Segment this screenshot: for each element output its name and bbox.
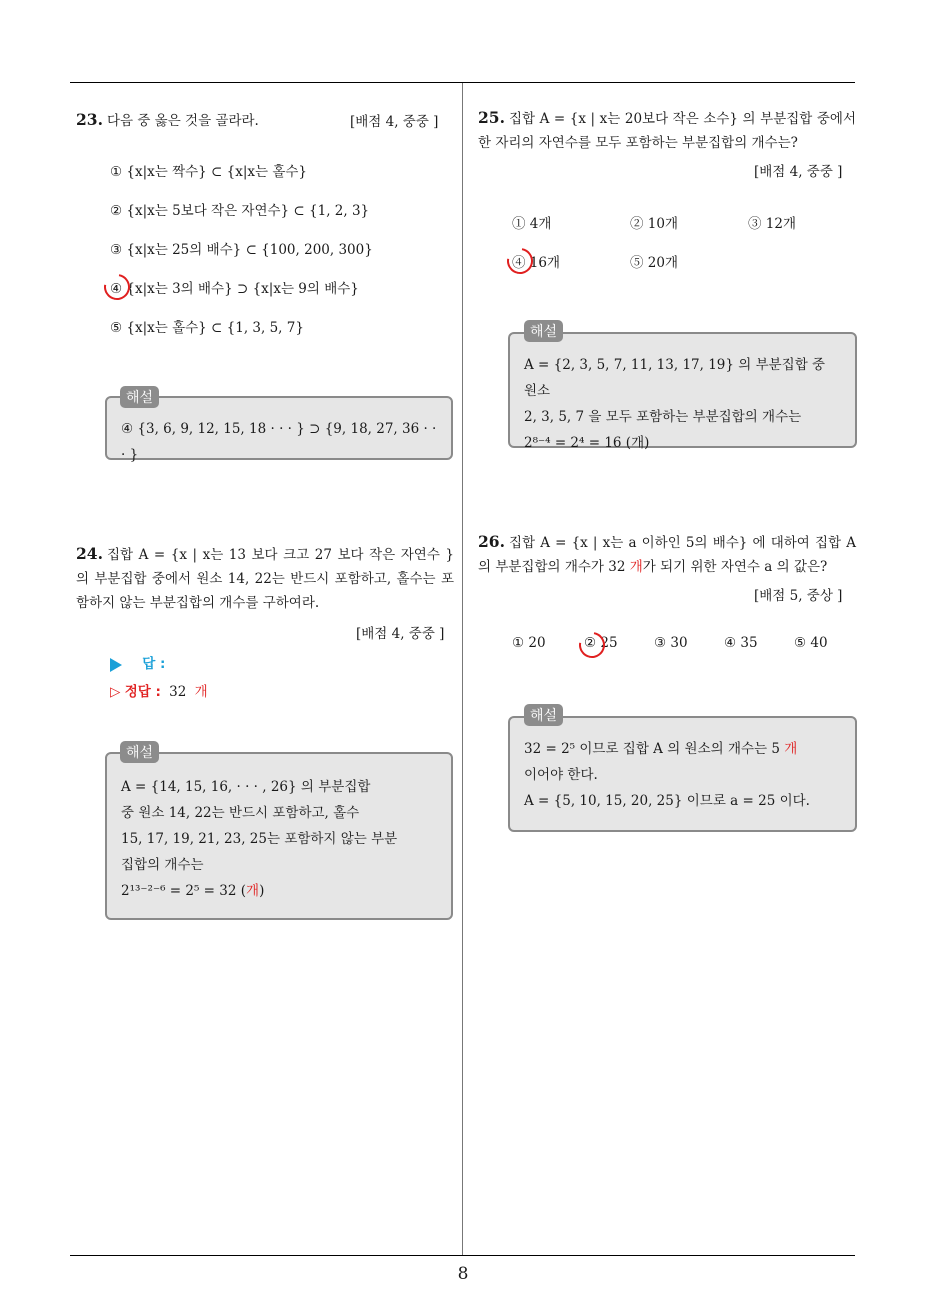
choice-4[interactable]: ④ {x|x는 3의 배수} ⊃ {x|x는 9의 배수} [110,281,359,297]
choice-3[interactable]: ③ 30 [654,635,688,651]
question-text-a: 집합 A = {x | x는 a 이하인 5의 배수} 에 대하여 집합 A 의 부분집합의 개수가 32 [478,535,856,575]
explanation-line: 이어야 한다. [524,767,598,783]
explanation-line: A = {5, 10, 15, 20, 25} 이므로 a = 25 이다. [524,793,810,809]
question-25 [478,106,856,155]
choice-1[interactable]: ① {x|x는 짝수} ⊂ {x|x는 홀수} [110,164,308,180]
question-number: 24. [76,544,103,563]
choice-5[interactable]: ⑤ 20개 [630,255,679,271]
correct-value: 32 [169,684,187,700]
explanation-red: 개 [784,741,798,757]
choice-3[interactable]: ③ 12개 [748,216,797,232]
question-26 [478,530,856,579]
explanation-box [508,332,857,451]
bottom-rule [70,1255,855,1256]
choice-4[interactable]: ④ 35 [724,635,758,651]
choice-2[interactable]: ② 10개 [630,216,679,232]
correct-answer-row [110,680,208,700]
formula-text: 2¹³⁻²⁻⁶ = 2⁵ = 32 ( [121,883,247,899]
question-text: 집합 A = {x | x는 13 보다 크고 27 보다 작은 자연수 } 의 부분집합 중에서 원소 14, 22는 반드시 포함하고, 홀수는 포함하지 않는 부분집합의 개수를 구하여라. [76,547,454,611]
question-number: 26. [478,532,505,551]
page-number: 8 [457,1264,469,1284]
formula-end: ) [259,883,265,899]
question-24-meta: [배점 4, 중중 ] [356,626,445,642]
choice-5[interactable]: ⑤ {x|x는 홀수} ⊂ {1, 3, 5, 7} [110,320,304,336]
question-text-red: 개 [629,559,643,575]
question-text: 집합 A = {x | x는 20보다 작은 소수} 의 부분집합 중에서 한 자리의 자연수를 모두 포함하는 부분집합의 개수는? [478,111,856,151]
answer-mark-icon [502,243,538,279]
choice-2[interactable]: ② 25 [584,635,618,651]
explanation-line: 2⁸⁻⁴ = 2⁴ = 16 (개) [524,435,650,451]
question-text-b: 가 되기 위한 자연수 a 의 값은? [642,559,828,575]
answer-row [110,652,165,672]
explanation-box [105,752,453,920]
correct-label: 정답 : [124,684,161,700]
choice-1[interactable]: ① 20 [512,635,546,651]
outline-play-icon: ▷ [110,684,121,700]
explanation-formula [121,878,437,904]
explanation-line [524,736,841,762]
explanation-line: A = {14, 15, 16, · · · , 26} 의 부분집합 [121,779,371,795]
explanation-tag: 해설 [120,386,159,408]
explanation-line: A = {2, 3, 5, 7, 11, 13, 17, 19} 의 부분집합 중 원소 [524,357,826,399]
answer-mark-icon [574,627,610,663]
question-number: 23. [76,110,103,129]
explanation-line: 2, 3, 5, 7 을 모두 포함하는 부분집합의 개수는 [524,409,802,425]
choice-5[interactable]: ⑤ 40 [794,635,828,651]
explanation-tag: 해설 [120,741,159,763]
explanation-box [508,716,857,832]
play-icon [110,658,122,672]
choice-1[interactable]: ① 4개 [512,216,552,232]
question-26-meta: [배점 5, 중상 ] [754,588,843,604]
question-number: 25. [478,108,505,127]
choice-2[interactable]: ② {x|x는 5보다 작은 자연수} ⊂ {1, 2, 3} [110,203,370,219]
question-23-meta: [배점 4, 중중 ] [350,114,439,130]
question-text: 다음 중 옳은 것을 골라라. [106,113,259,129]
choice-3[interactable]: ③ {x|x는 25의 배수} ⊂ {100, 200, 300} [110,242,373,258]
formula-unit: 개 [246,883,260,899]
explanation-line: 중 원소 14, 22는 반드시 포함하고, 홀수 [121,805,360,821]
explanation-tag: 해설 [524,704,563,726]
explanation-text: 32 = 2⁵ 이므로 집합 A 의 원소의 개수는 5 [524,741,785,757]
answer-label: 답 : [142,656,166,672]
explanation-text: ④ {3, 6, 9, 12, 15, 18 · · · } ⊃ {9, 18, 27, 36 · · · } [121,421,437,463]
explanation-tag: 해설 [524,320,563,342]
question-24 [76,542,454,615]
question-25-meta: [배점 4, 중중 ] [754,164,843,180]
explanation-line: 15, 17, 19, 21, 23, 25는 포함하지 않는 부분 [121,831,398,847]
explanation-line: 집합의 개수는 [121,857,204,873]
column-divider [462,83,463,1255]
correct-unit: 개 [194,684,208,700]
choice-4[interactable]: ④ 16개 [512,255,561,271]
answer-mark-icon [99,269,135,305]
